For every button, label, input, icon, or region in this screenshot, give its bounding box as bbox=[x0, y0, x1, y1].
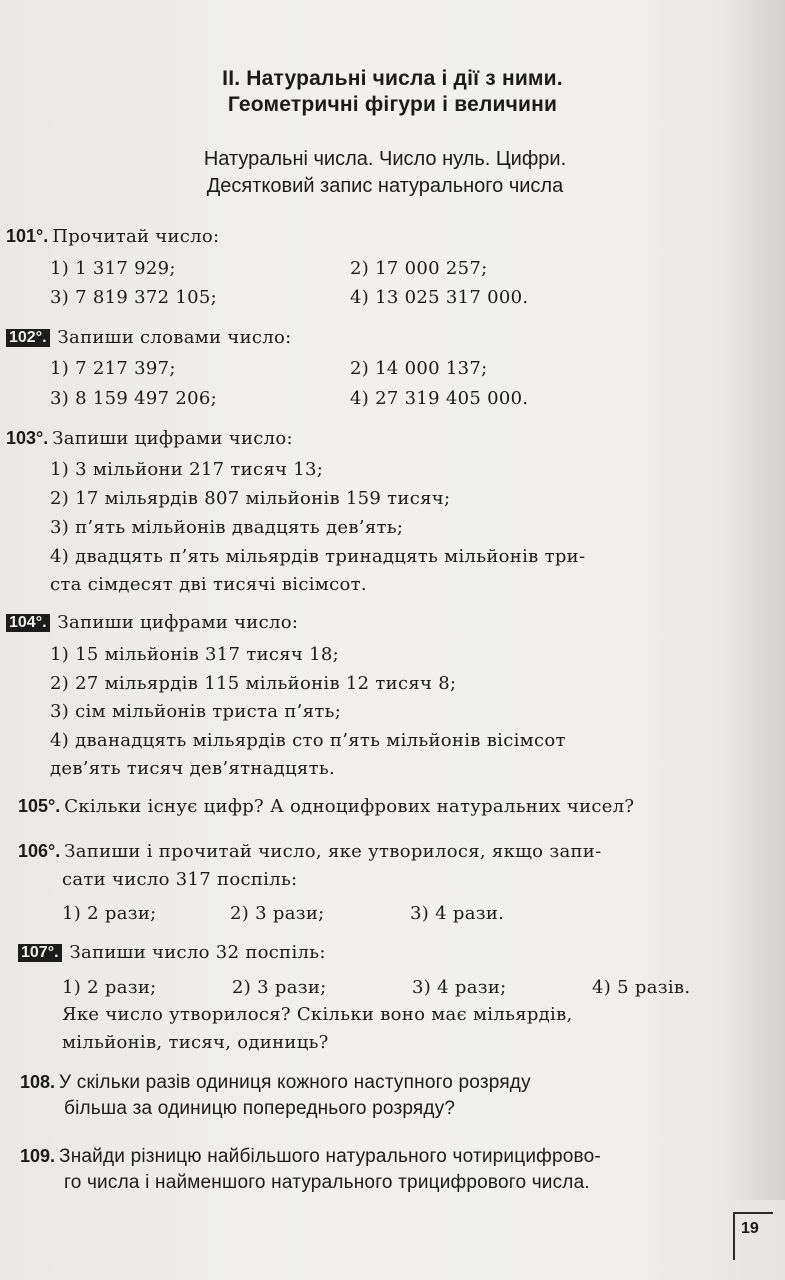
task-badge: 102°. bbox=[6, 329, 50, 347]
task-text: Запиши число 32 поспіль: bbox=[69, 942, 326, 963]
list-item: 4) двадцять п’ять мільярдів тринадцять мільйонів три- bbox=[50, 546, 586, 567]
task-text: Запиши цифрами число: bbox=[52, 428, 293, 449]
chapter-title-line1: ІІ. Натуральні числа і дії з ними. bbox=[222, 67, 563, 90]
task-number: 108. bbox=[20, 1072, 56, 1092]
task-text: У скільки разів одиниця кожного наступного розряду bbox=[59, 1072, 531, 1093]
list-item: 2) 17 мільярдів 807 мільйонів 159 тисяч; bbox=[50, 488, 451, 509]
task-text-continuation: більша за одиницю попереднього розряду? bbox=[64, 1098, 456, 1119]
list-item: 4) дванадцять мільярдів сто п’ять мільйонів вісімсот bbox=[50, 730, 566, 751]
question-text: Яке число утворилося? Скільки воно має мільярдів, bbox=[62, 1004, 573, 1025]
page-number: 19 bbox=[733, 1212, 773, 1260]
list-item: 2) 27 мільярдів 115 мільйонів 12 тисяч 8; bbox=[50, 673, 457, 694]
list-item: 1) 2 рази; bbox=[62, 977, 157, 998]
task-text: Запиши і прочитай число, яке утворилося, якщо запи- bbox=[64, 841, 602, 862]
list-item: 3) 4 рази; bbox=[412, 977, 507, 998]
list-item: 1) 7 217 397; bbox=[50, 358, 176, 379]
list-item: 4) 27 319 405 000. bbox=[350, 388, 529, 409]
list-item: 3) 8 159 497 206; bbox=[50, 388, 218, 409]
task-text: Скільки існує цифр? А одноцифрових натуральних чисел? bbox=[64, 796, 635, 817]
task-number: 101°. bbox=[6, 226, 49, 246]
page-bleed-shadow bbox=[725, 0, 785, 1200]
task-text-continuation: сати число 317 поспіль: bbox=[62, 869, 298, 890]
task-number: 106°. bbox=[18, 841, 61, 861]
list-item-continuation: ста сімдесят дві тисячі вісімсот. bbox=[50, 574, 367, 595]
list-item: 1) 2 рази; bbox=[62, 903, 157, 924]
list-item: 4) 13 025 317 000. bbox=[350, 287, 529, 308]
chapter-title-line2: Геометричні фігури і величини bbox=[227, 93, 558, 116]
list-item: 3) 4 рази. bbox=[410, 903, 505, 924]
list-item: 2) 17 000 257; bbox=[350, 258, 488, 279]
section-title bbox=[0, 146, 730, 200]
list-item-continuation: дев’ять тисяч дев’ятнадцять. bbox=[50, 758, 335, 779]
list-item: 4) 5 разів. bbox=[592, 977, 691, 998]
list-item: 3) сім мільйонів триста п’ять; bbox=[50, 701, 342, 722]
list-item: 2) 14 000 137; bbox=[350, 358, 488, 379]
task-badge: 107°. bbox=[18, 944, 62, 962]
task-number: 105°. bbox=[18, 796, 61, 816]
task-text: Знайди різницю найбільшого натурального чотирицифрово- bbox=[59, 1146, 601, 1167]
task-text: Запиши словами число: bbox=[57, 327, 292, 348]
list-item: 2) 3 рази; bbox=[230, 903, 325, 924]
list-item: 1) 15 мільйонів 317 тисяч 18; bbox=[50, 644, 340, 665]
task-number: 109. bbox=[20, 1146, 56, 1166]
list-item: 3) 7 819 372 105; bbox=[50, 287, 218, 308]
list-item: 2) 3 рази; bbox=[232, 977, 327, 998]
section-title-line2: Десятковий запис натурального числа bbox=[206, 175, 564, 197]
task-text: Запиши цифрами число: bbox=[57, 612, 299, 633]
question-text: мільйонів, тисяч, одиниць? bbox=[62, 1032, 329, 1053]
section-title-line1: Натуральні числа. Число нуль. Цифри. bbox=[203, 148, 567, 170]
task-text-continuation: го числа і найменшого натурального трицифрового числа. bbox=[64, 1172, 590, 1193]
list-item: 1) 3 мільйони 217 тисяч 13; bbox=[50, 459, 324, 480]
task-text: Прочитай число: bbox=[52, 226, 220, 247]
list-item: 3) п’ять мільйонів двадцять дев’ять; bbox=[50, 517, 404, 538]
task-badge: 104°. bbox=[6, 614, 50, 632]
task-number: 103°. bbox=[6, 428, 49, 448]
chapter-title bbox=[0, 66, 785, 118]
list-item: 1) 1 317 929; bbox=[50, 258, 176, 279]
